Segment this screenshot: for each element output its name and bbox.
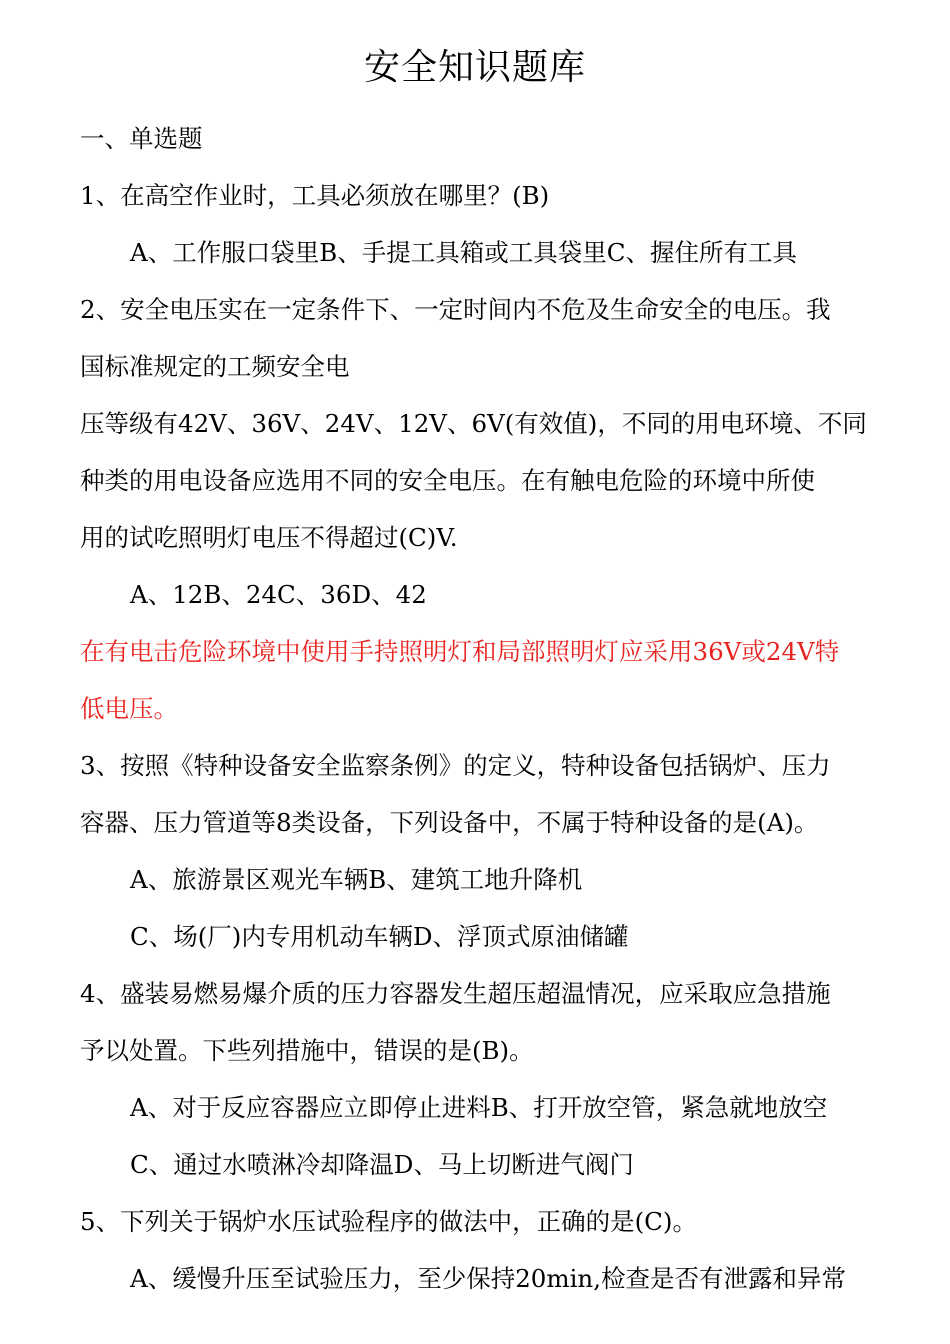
question-2-options: A、12B、24C、36D、42 <box>130 580 427 609</box>
question-3-options-1: A、旅游景区观光车辆B、建筑工地升降机 <box>130 865 583 894</box>
question-2-line-5: 用的试吃照明灯电压不得超过(C)V. <box>80 523 458 552</box>
section-heading: 一、单选题 <box>80 124 203 153</box>
question-1: 1、在高空作业时，工具必须放在哪里？(B) <box>80 181 550 210</box>
question-4-line-1: 4、盛装易燃易爆介质的压力容器发生超压超温情况，应采取应急措施 <box>80 979 831 1008</box>
question-1-options: A、工作服口袋里B、手提工具箱或工具袋里C、握住所有工具 <box>130 238 797 267</box>
question-2-line-2: 国标准规定的工频安全电 <box>80 352 350 381</box>
question-3-line-2: 容器、压力管道等8类设备，下列设备中，不属于特种设备的是(A)。 <box>80 808 819 837</box>
question-4-options-1: A、对于反应容器应立即停止进料B、打开放空管，紧急就地放空 <box>130 1093 828 1122</box>
document-body <box>80 110 870 1307</box>
question-2-line-1: 2、安全电压实在一定条件下、一定时间内不危及生命安全的电压。我 <box>80 295 831 324</box>
question-5-option-a: A、缓慢升压至试验压力，至少保持20min,检查是否有泄露和异常 <box>130 1264 847 1293</box>
highlight-note-line-1: 在有电击危险环境中使用手持照明灯和局部照明灯应采用36V或24V特 <box>80 637 840 666</box>
question-5: 5、下列关于锅炉水压试验程序的做法中，正确的是(C)。 <box>80 1207 697 1236</box>
highlight-note-line-2: 低电压。 <box>80 694 178 723</box>
question-2-line-4: 种类的用电设备应选用不同的安全电压。在有触电危险的环境中所使 <box>80 466 815 495</box>
question-2-line-3: 压等级有42V、36V、24V、12V、6V(有效值)，不同的用电环境、不同 <box>80 409 867 438</box>
question-3-line-1: 3、按照《特种设备安全监察条例》的定义，特种设备包括锅炉、压力 <box>80 751 831 780</box>
question-4-options-2: C、通过水喷淋冷却降温D、马上切断进气阀门 <box>130 1150 634 1179</box>
question-4-line-2: 予以处置。下些列措施中，错误的是(B)。 <box>80 1036 534 1065</box>
question-3-options-2: C、场(厂)内专用机动车辆D、浮顶式原油储罐 <box>130 922 629 951</box>
document-title: 安全知识题库 <box>363 47 586 88</box>
